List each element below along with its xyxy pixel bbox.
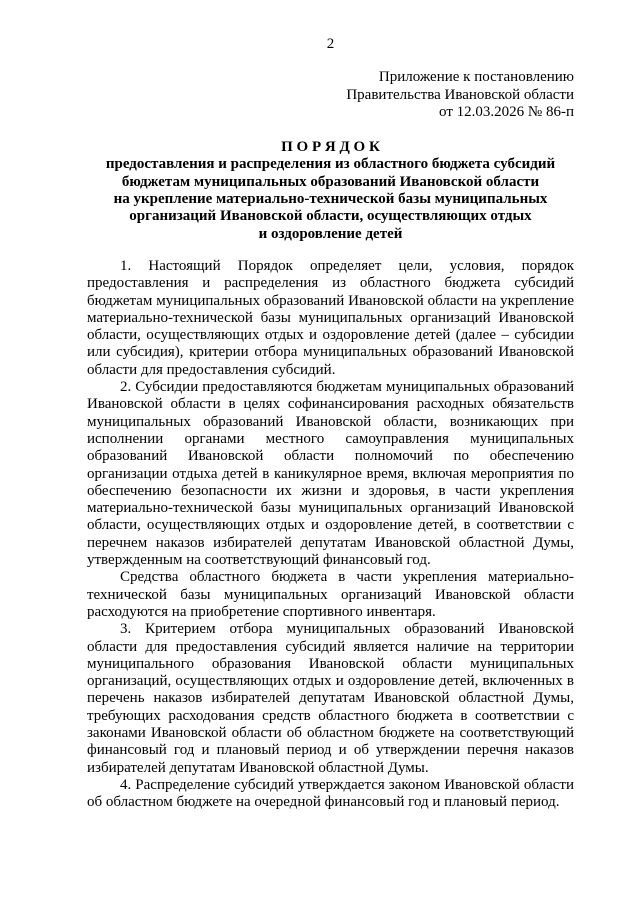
title-line-4: на укрепление материально-технической базы муниципальных [113,191,548,208]
page-number: 2 [326,36,335,52]
document-title [87,139,574,243]
appendix-reference [87,69,574,121]
title-line-3: бюджетам муниципальных образований Ивановской области [121,173,540,190]
paragraph-4: 4. Распределение субсидий утверждается законом Ивановской области об областном бюджете на очередной финансовый год и плановый период. [87,776,574,811]
appendix-reference-line-2: Правительства Ивановской области [346,86,574,103]
appendix-reference-line-1: Приложение к постановлению [378,69,574,86]
document-body [87,258,574,812]
appendix-reference-line-3: от 12.03.2026 № 86-п [439,103,574,120]
title-line-6: и оздоровление детей [258,225,403,242]
title-word-poryadok: П О Р Я Д О К [281,139,380,156]
paragraph-2: 2. Субсидии предоставляются бюджетам муниципальных образований Ивановской области в целях софинансирования расходных обязательств муниципальных образований Ивановской области, возникающих при исполнении органами местного самоуправления муниципальных образований Ивановской области полномочий по обеспечению организации отдыха детей в каникулярное время, включая мероприятия по обеспечению безопасности их жизни и здоровья, в части укрепления материально-технической базы муниципальных организаций Ивановской области, осуществляющих отдых и оздоровление детей, в соответствии с перечнем наказов избирателей депутатам Ивановской областной Думы, утвержденным на соответствующий финансовый год. [87,379,574,569]
paragraph-1: 1. Настоящий Порядок определяет цели, условия, порядок предоставления и распределения из областного бюджета субсидий бюджетам муниципальных образований Ивановской области на укрепление материально-технической базы муниципальных организаций Ивановской области, осуществляющих отдых и оздоровление детей (далее – субсидии или субсидия), критерии отбора муниципальных образований Ивановской области для предоставления субсидий. [87,257,574,378]
paragraph-3: 3. Критерием отбора муниципальных образований Ивановской области для предоставления субсидий является наличие на территории муниципального образования Ивановской области муниципальных организаций, осуществляющих отдых и оздоровление детей, включенных в перечень наказов избирателей депутатам Ивановской областной Думы, требующих расходования средств областного бюджета в соответствии с законами Ивановской области об областном бюджете на соответствующий финансовый год и плановый период и об утверждении перечня наказов избирателей депутатам Ивановской областной Думы. [87,621,574,776]
title-line-5: организаций Ивановской области, осуществляющих отдых [129,208,532,225]
paragraph-2a: Средства областного бюджета в части укрепления материально-технической базы муниципальных организаций Ивановской области расходуются на приобретение спортивного инвентаря. [87,569,574,620]
title-line-2: предоставления и распределения из областного бюджета субсидий [105,156,556,173]
